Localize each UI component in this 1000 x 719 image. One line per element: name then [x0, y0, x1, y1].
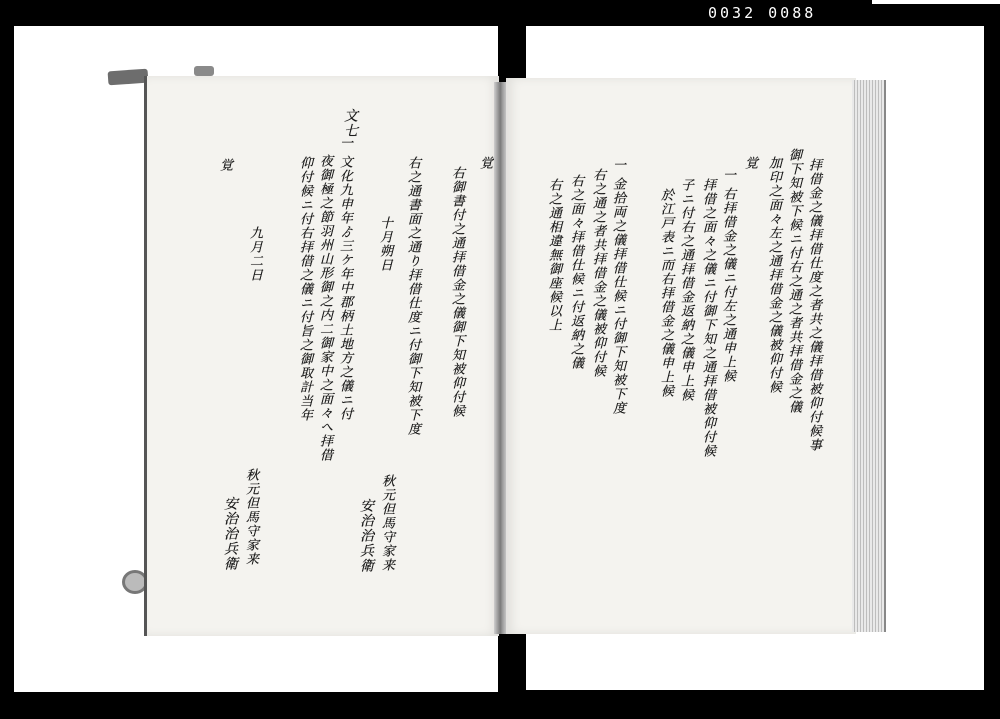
text-column-date: 十月朔日: [377, 216, 392, 272]
text-column: 加印之面々左之通拝借金之儀被仰付候: [766, 156, 781, 394]
text-column: 一 金拾両之儀拝借仕候ニ付御下知被下度: [610, 158, 625, 416]
binding-tab-small: [194, 66, 214, 76]
text-column: 右之通書面之通り拝借仕度ニ付御下知被下度: [405, 156, 420, 436]
signatory-domain: 秋元但馬守家来: [243, 468, 258, 566]
book-page-edges: [852, 80, 886, 632]
text-column: 右之面々拝借仕候ニ付返納之儀: [568, 174, 583, 370]
frame-counter: 0032 0088: [708, 4, 817, 22]
text-column-heading: 覚: [477, 156, 492, 170]
text-column: 拝借金之儀拝借仕度之者共之儀拝借被仰付候事: [806, 158, 821, 452]
film-corner-mark: [872, 0, 1000, 4]
signatory-domain: 秋元但馬守家来: [379, 474, 394, 572]
text-column-heading: 覚: [742, 156, 757, 170]
text-column: 一 右拝借金之儀ニ付左之通申上候: [720, 168, 735, 384]
text-column: 右之通之者共拝借金之儀被仰付候: [590, 168, 605, 378]
right-page: [506, 78, 856, 634]
text-column-date: 九月二日: [247, 226, 262, 282]
signatory-name: 安治治兵衛: [358, 498, 374, 573]
text-column: 右御書付之通拝借金之儀御下知被仰付候: [449, 166, 464, 418]
text-column: 夜御極之節羽州山形御之内二御家中之面々へ拝借: [317, 154, 332, 462]
left-page: [144, 76, 499, 636]
text-column-heading: 覚: [217, 158, 232, 172]
text-column: 右之通相違無御座候以上: [546, 178, 561, 332]
text-column: 御下知被下候ニ付右之通之者共拝借金之儀: [786, 148, 801, 414]
text-column: 一 文化九申年ゟ三ケ年中郡柄土地方之儀ニ付: [337, 136, 352, 422]
text-column: 子ニ付右之通拝借金返納之儀申上候: [678, 178, 693, 402]
signatory-name: 安治治兵衛: [222, 496, 238, 571]
marginal-note: 文七: [342, 108, 358, 138]
text-column: 於江戸表ニ而右拝借金之儀申上候: [658, 188, 673, 398]
text-column: 拝借之面々之儀ニ付御下知之通拝借被仰付候: [700, 178, 715, 458]
binding-tab: [108, 69, 149, 86]
text-column: 仰付候ニ付右拝借之儀ニ付旨之御取計当年: [297, 156, 312, 422]
